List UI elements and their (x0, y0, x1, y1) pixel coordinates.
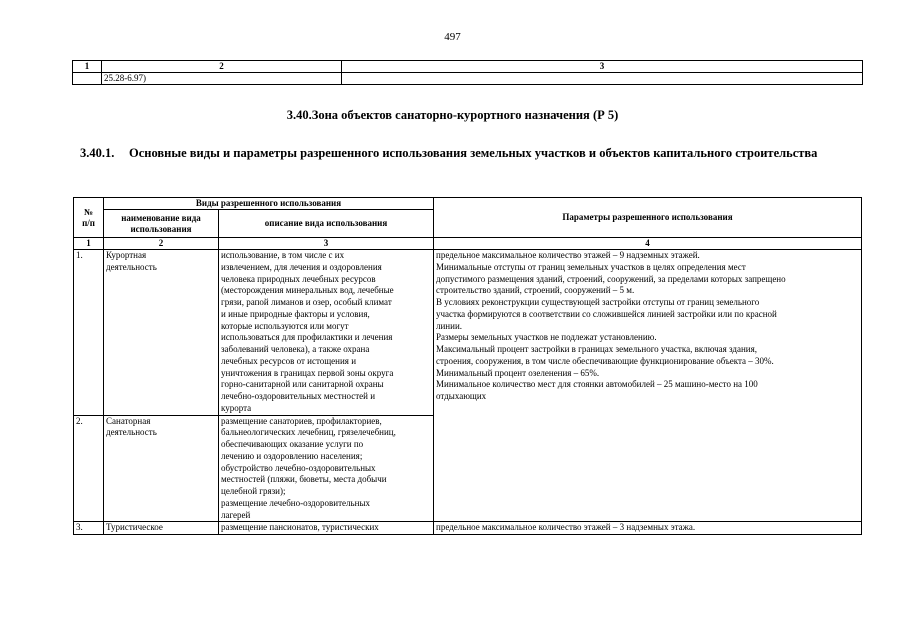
header-use-name: наименование вида использования (104, 210, 219, 238)
table-cell (342, 73, 863, 85)
column-number: 3 (219, 238, 434, 250)
section-title: 3.40.Зона объектов санаторно-курортного назначения (Р 5) (286, 108, 619, 122)
header-parameters: Параметры разрешенного использования (434, 198, 862, 238)
use-name: Курортная деятельность (104, 250, 219, 416)
use-description: размещение санаториев, профилакториев, бальнеологических лечебниц, грязелечебниц, обеспечивающих оказание услуги по лечению и оздоровлению населения; обустройство лечебно-оздоровительных местностей (пляжи, бюветы, места добычи целебной грязи); размещение лечебно-оздоровительных лагерей (219, 415, 434, 522)
use-parameters: предельное максимальное количество этажей – 3 надземных этажа. (434, 522, 862, 535)
use-name: Туристическое (104, 522, 219, 535)
column-header-2: 2 (102, 61, 342, 73)
column-number: 4 (434, 238, 862, 250)
column-number: 1 (74, 238, 104, 250)
page-number: 497 (444, 31, 461, 43)
use-name: Санаторная деятельность (104, 415, 219, 522)
column-number: 2 (104, 238, 219, 250)
permitted-use-table (73, 197, 862, 535)
table-row (74, 522, 862, 535)
subsection-heading (80, 145, 870, 162)
row-number: 3. (74, 522, 104, 535)
row-number: 1. (74, 250, 104, 416)
header-use-types: Виды разрешенного использования (104, 198, 434, 210)
column-header-3: 3 (342, 61, 863, 73)
table-row (74, 250, 862, 416)
column-header-1: 1 (73, 61, 102, 73)
subsection-text: Основные виды и параметры разрешенного использования земельных участков и объектов капитального строительства (129, 146, 818, 160)
header-use-description: описание вида использования (219, 210, 434, 238)
table-row (73, 73, 863, 85)
use-parameters: предельное максимальное количество этажей – 9 надземных этажей. Минимальные отступы от границ земельных участков в целях определения мест допустимого размещения зданий, строений, сооружений, за пределами которых запрещено строительство зданий, строений, сооружений – 5 м. В условиях реконструкции существующей застройки отступы от границ земельного участка формируются в соответствии со сложившейся линией застройки или по красной линии. Размеры земельных участков не подлежат установлению. Максимальный процент застройки в границах земельного участка, включая здания, строения, сооружения, в том числе обеспечивающие функционирование объекта – 30%. Минимальный процент озеленения – 65%. Минимальное количество мест для стоянки автомобилей – 25 машино-место на 100 отдыхающих (434, 250, 862, 522)
table-cell: 25.28-6.97) (102, 73, 342, 85)
use-description: использование, в том числе с их извлечением, для лечения и оздоровления человека природных лечебных ресурсов (месторождения минеральных вод, лечебные грязи, рапой лиманов и озер, особый климат и иные природные факторы и условия, которые используются или могут использоваться для профилактики и лечения заболеваний человека), а также охрана лечебных ресурсов от истощения и уничтожения в границах первой зоны округа горно-санитарной или санитарной охраны лечебно-оздоровительных местностей и курорта (219, 250, 434, 416)
subsection-number: 3.40.1. (80, 146, 115, 160)
header-row-number: № п/п (74, 198, 104, 238)
row-number: 2. (74, 415, 104, 522)
continuation-table (72, 60, 863, 85)
use-description: размещение пансионатов, туристических (219, 522, 434, 535)
table-cell (73, 73, 102, 85)
